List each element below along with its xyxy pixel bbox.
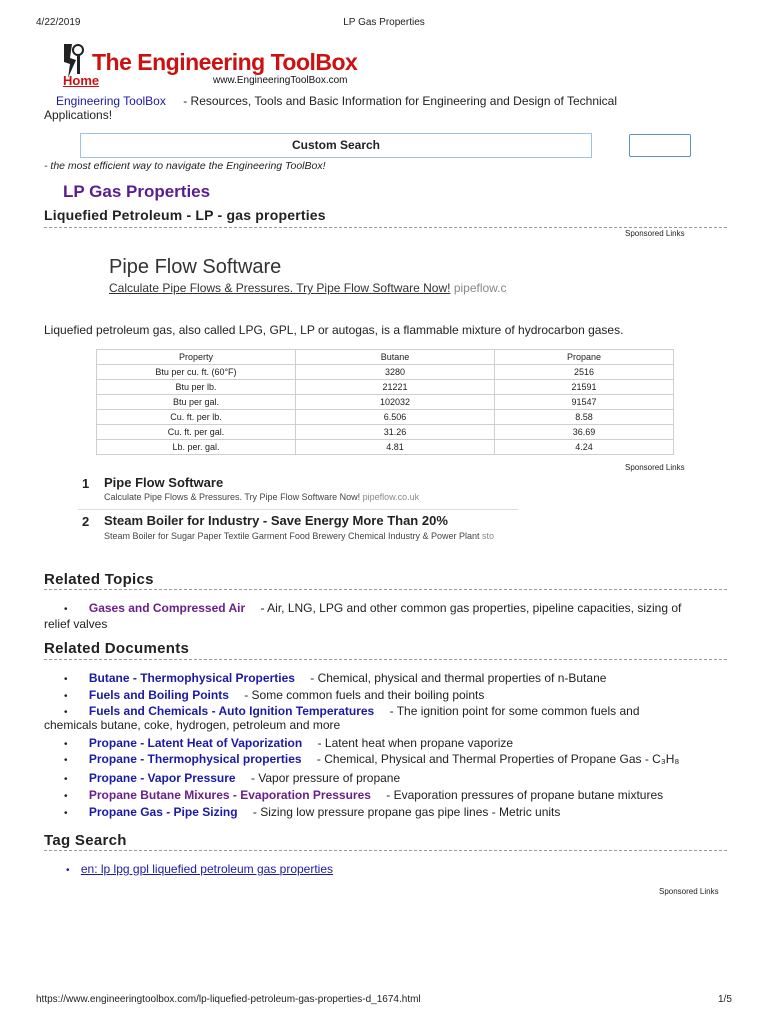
- related-doc-link[interactable]: Propane - Latent Heat of Vaporization: [88, 736, 303, 750]
- table-row: [97, 440, 674, 455]
- related-doc-item: • Propane Gas - Pipe Sizing - Sizing low pressure propane gas pipe lines - Metric units: [64, 805, 561, 819]
- engineering-toolbox-link[interactable]: Engineering ToolBox: [56, 94, 166, 108]
- table-header: Property: [97, 350, 296, 365]
- table-header: Propane: [495, 350, 674, 365]
- table-cell: 3280: [296, 365, 495, 380]
- table-header-row: [97, 350, 674, 365]
- tag-search-heading: Tag Search: [44, 832, 127, 849]
- table-cell: 2516: [495, 365, 674, 380]
- ad-number: 2: [82, 514, 90, 529]
- table-cell: 21591: [495, 380, 674, 395]
- print-title: LP Gas Properties: [343, 17, 425, 28]
- related-doc-link[interactable]: Propane Butane Mixures - Evaporation Pressures: [88, 788, 371, 802]
- ad-banner-title[interactable]: Pipe Flow Software: [109, 256, 282, 278]
- print-url: https://www.engineeringtoolbox.com/lp-liquefied-petroleum-gas-properties-d_1674.html: [36, 994, 421, 1005]
- ad-title[interactable]: Pipe Flow Software: [104, 475, 224, 490]
- related-doc-link[interactable]: Butane - Thermophysical Properties: [88, 671, 295, 685]
- ad-description: Calculate Pipe Flows & Pressures. Try Pipe Flow Software Now! pipeflow.co.uk: [104, 492, 420, 502]
- custom-search-label: Custom Search: [291, 138, 381, 152]
- search-button[interactable]: [629, 134, 691, 157]
- related-topics-heading: Related Topics: [44, 571, 154, 588]
- table-row: [97, 395, 674, 410]
- table-cell: 4.81: [296, 440, 495, 455]
- table-cell: 6.506: [296, 410, 495, 425]
- divider: [44, 850, 727, 851]
- logo-url: www.EngineeringToolBox.com: [213, 75, 348, 86]
- table-row: [97, 365, 674, 380]
- logo-title[interactable]: The Engineering ToolBox: [92, 49, 358, 75]
- home-link[interactable]: Home: [63, 73, 100, 88]
- sponsored-links-label: Sponsored Links: [625, 463, 685, 472]
- table-row: [97, 425, 674, 440]
- table-cell: Cu. ft. per gal.: [97, 425, 296, 440]
- print-page-number: 1/5: [718, 994, 732, 1005]
- table-cell: Btu per lb.: [97, 380, 296, 395]
- sponsored-links-label: Sponsored Links: [659, 887, 719, 896]
- ad-divider: [78, 509, 518, 510]
- divider: [44, 227, 727, 228]
- related-doc-item: • Propane - Latent Heat of Vaporization - Latent heat when propane vaporize: [64, 736, 514, 750]
- bullet: •: [64, 604, 68, 615]
- related-doc-item: • Propane - Vapor Pressure - Vapor pressure of propane: [64, 771, 401, 785]
- print-date: 4/22/2019: [36, 17, 81, 28]
- related-doc-item: • Fuels and Chemicals - Auto Ignition Temperatures - The ignition point for some common fuels and chemicals butane, coke, hydrogen, petroleum and more: [44, 704, 640, 732]
- properties-table: [96, 349, 674, 455]
- related-topic-item: • Gases and Compressed Air - Air, LNG, LPG and other common gas properties, pipeline capacities, sizing of relief valves: [44, 601, 682, 631]
- related-doc-item: • Propane Butane Mixures - Evaporation Pressures - Evaporation pressures of propane butane mixtures: [64, 788, 664, 802]
- related-doc-link[interactable]: Fuels and Chemicals - Auto Ignition Temperatures: [88, 704, 375, 718]
- page-subtitle: Liquefied Petroleum - LP - gas properties: [44, 207, 326, 223]
- table-cell: 21221: [296, 380, 495, 395]
- related-topic-link[interactable]: Gases and Compressed Air: [88, 601, 246, 615]
- table-cell: 31.26: [296, 425, 495, 440]
- table-cell: 8.58: [495, 410, 674, 425]
- table-cell: Btu per cu. ft. (60°F): [97, 365, 296, 380]
- related-doc-link[interactable]: Fuels and Boiling Points: [88, 688, 229, 702]
- related-documents-heading: Related Documents: [44, 640, 190, 657]
- table-cell: Lb. per. gal.: [97, 440, 296, 455]
- table-row: [97, 410, 674, 425]
- related-doc-item: • Propane - Thermophysical properties - Chemical, Physical and Thermal Properties of Propane Gas - C₃H₈: [64, 752, 680, 766]
- tag-search-link[interactable]: en: lp lpg gpl liquefied petroleum gas properties: [80, 862, 334, 876]
- ad-number: 1: [82, 476, 90, 491]
- search-tagline: - the most efficient way to navigate the Engineering ToolBox!: [44, 160, 326, 172]
- sponsored-links-label: Sponsored Links: [625, 229, 685, 238]
- tag-search-item: • en: lp lpg gpl liquefied petroleum gas properties: [66, 862, 334, 876]
- table-cell: 36.69: [495, 425, 674, 440]
- table-row: [97, 380, 674, 395]
- page-title: LP Gas Properties: [63, 182, 211, 201]
- table-cell: Cu. ft. per lb.: [97, 410, 296, 425]
- related-doc-link[interactable]: Propane - Vapor Pressure: [88, 771, 236, 785]
- divider: [44, 589, 727, 590]
- ad-banner-text[interactable]: Calculate Pipe Flows & Pressures. Try Pipe Flow Software Now! pipeflow.c: [109, 281, 507, 295]
- table-header: Butane: [296, 350, 495, 365]
- ad-title[interactable]: Steam Boiler for Industry - Save Energy More Than 20%: [104, 513, 448, 528]
- table-cell: 4.24: [495, 440, 674, 455]
- divider: [44, 659, 727, 660]
- table-cell: 102032: [296, 395, 495, 410]
- lpg-description: Liquefied petroleum gas, also called LPG, GPL, LP or autogas, is a flammable mixture of hydrocarbon gases.: [44, 323, 624, 337]
- intro-text: Engineering ToolBox - Resources, Tools and Basic Information for Engineering and Design of Technical Applications!: [44, 94, 618, 122]
- custom-search-input[interactable]: [80, 133, 592, 158]
- table-cell: Btu per gal.: [97, 395, 296, 410]
- table-cell: 91547: [495, 395, 674, 410]
- related-doc-link[interactable]: Propane - Thermophysical properties: [88, 752, 302, 766]
- related-doc-item: • Fuels and Boiling Points - Some common fuels and their boiling points: [64, 688, 485, 702]
- related-doc-link[interactable]: Propane Gas - Pipe Sizing: [88, 805, 238, 819]
- ad-description: Steam Boiler for Sugar Paper Textile Garment Food Brewery Chemical Industry & Power Plant sto: [104, 531, 495, 541]
- related-doc-item: • Butane - Thermophysical Properties - Chemical, physical and thermal properties of n-Butane: [64, 671, 607, 685]
